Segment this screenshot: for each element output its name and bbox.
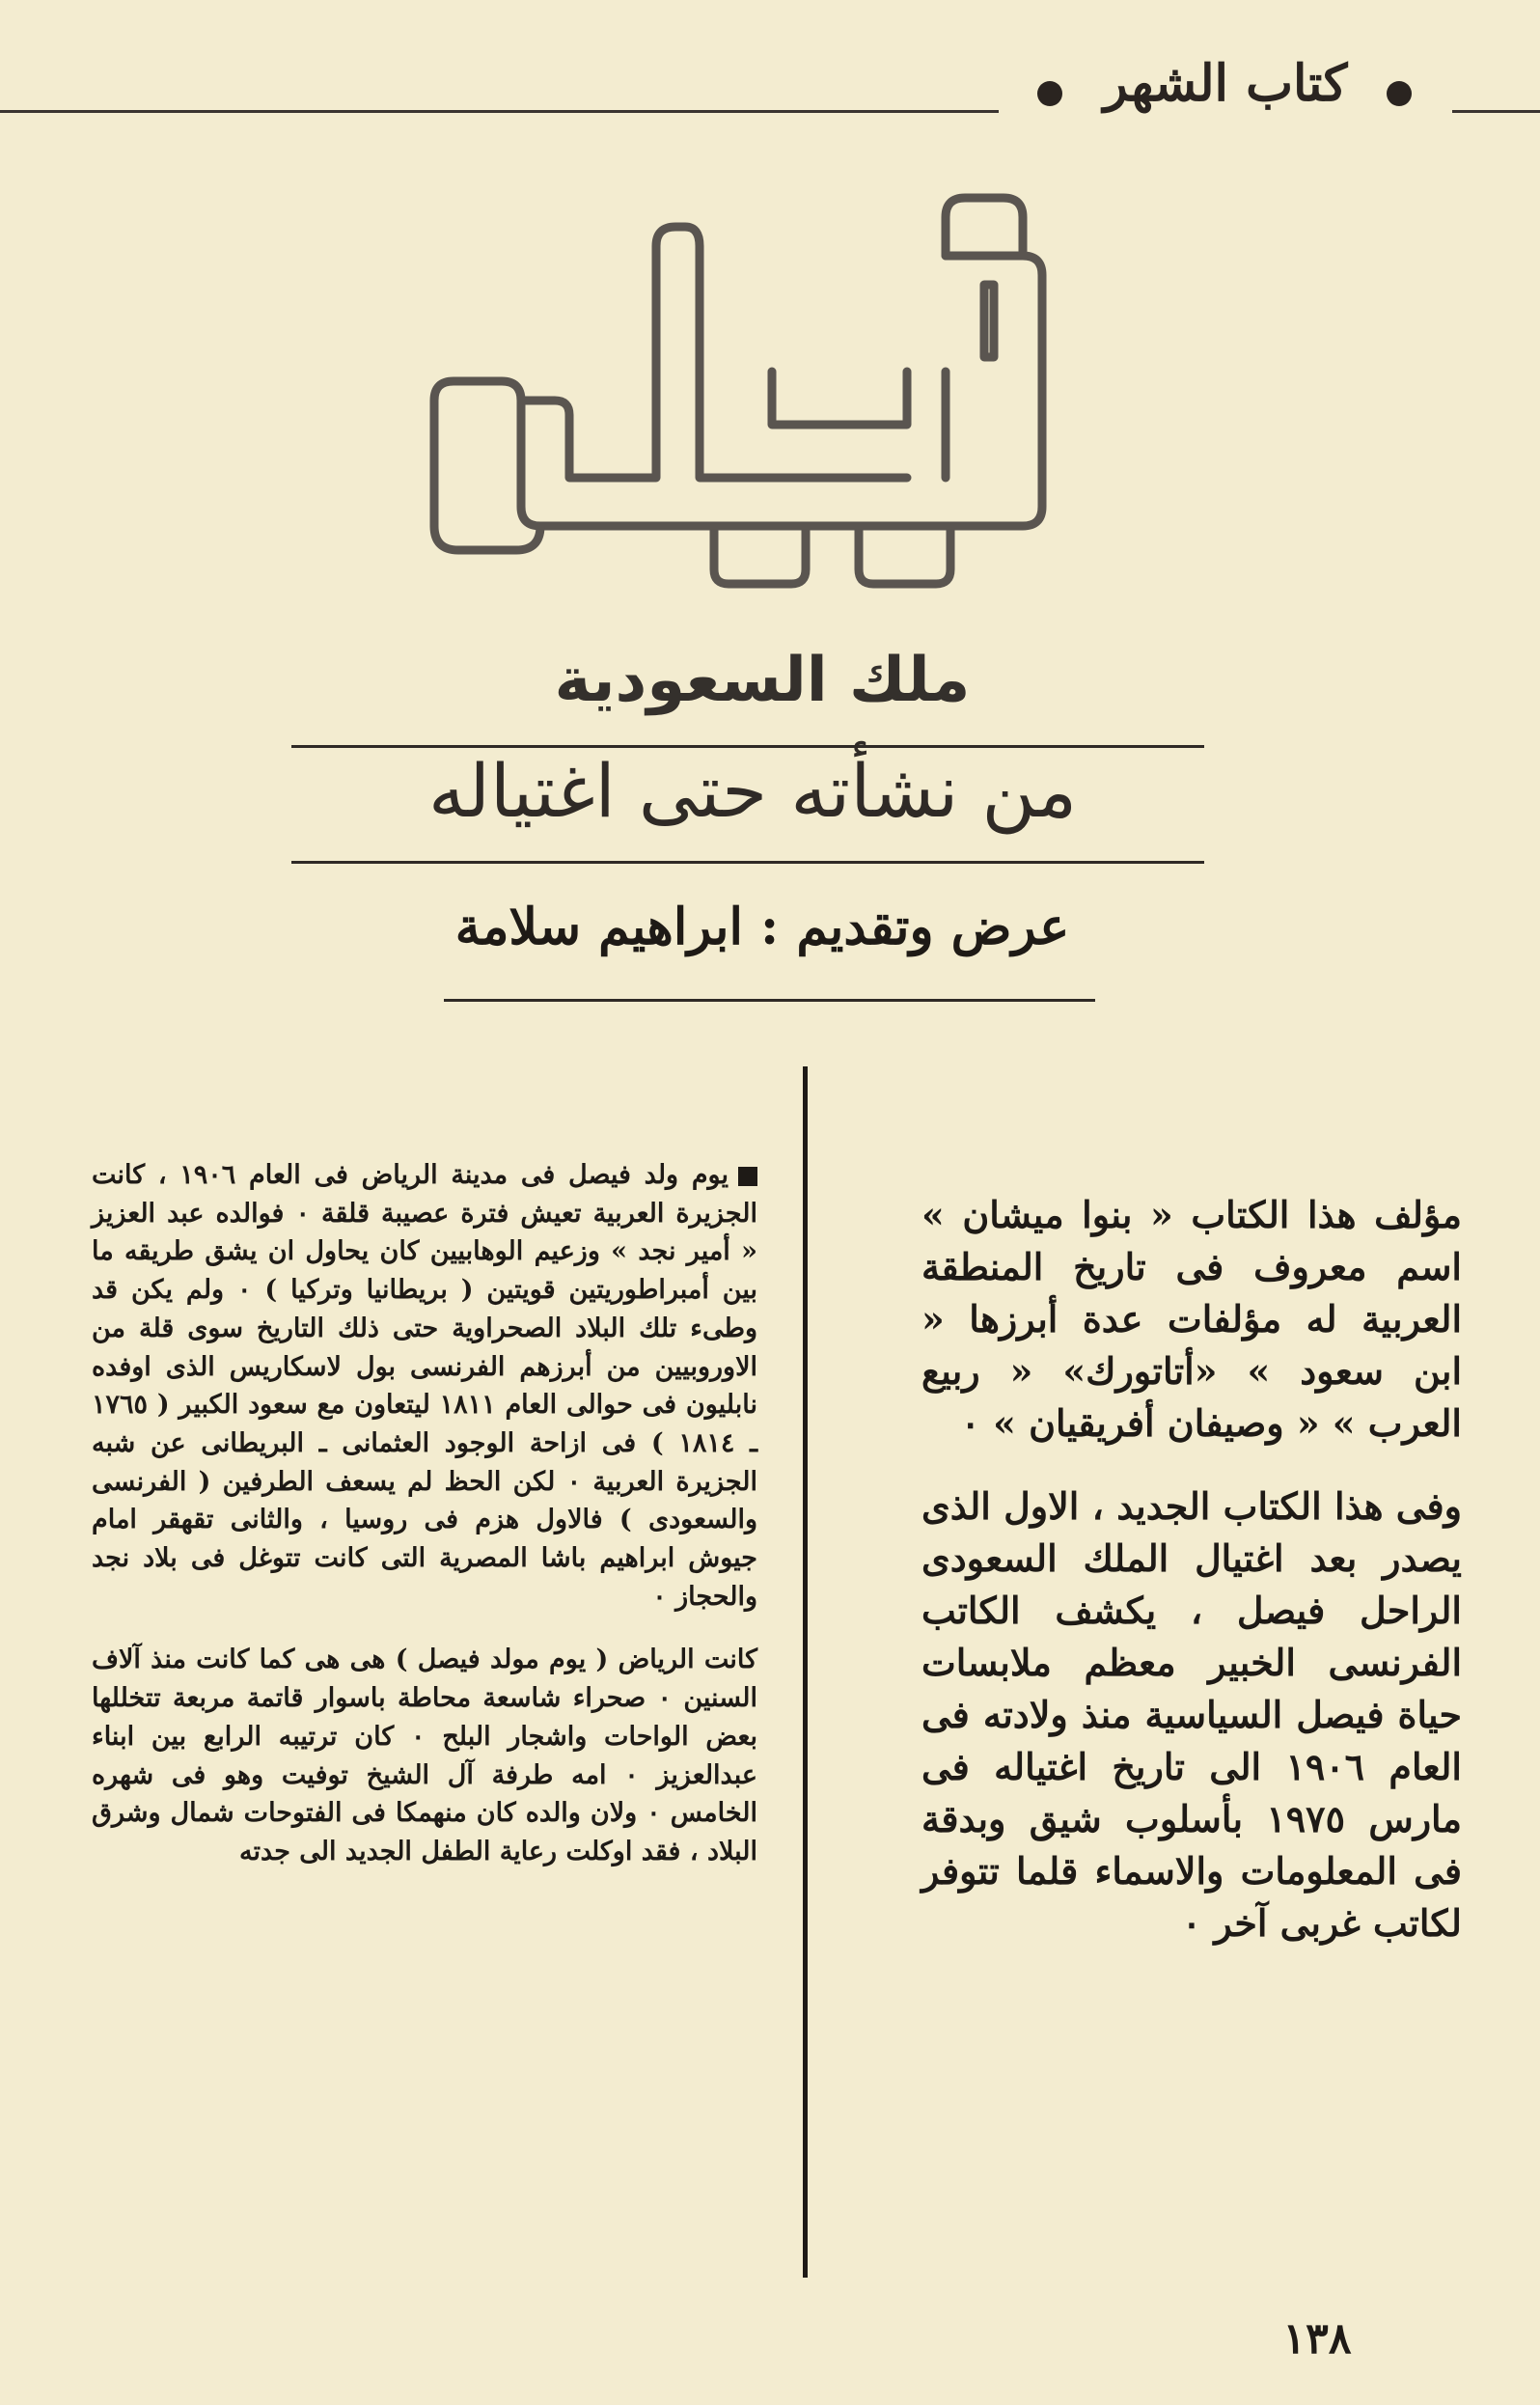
header-rule-left <box>0 110 999 113</box>
body-paragraph-1-wrap <box>92 1156 757 1616</box>
bullet-left <box>1037 81 1062 106</box>
body-column <box>92 1156 757 1896</box>
title-subtitle: ملك السعودية <box>554 645 971 716</box>
byline-rule <box>444 999 1095 1002</box>
title-logo <box>405 179 1100 608</box>
column-divider <box>803 1066 808 2278</box>
header-rule-right <box>1452 110 1540 113</box>
intro-column <box>921 1189 1462 1980</box>
title-rule-bottom <box>291 861 1204 864</box>
section-label: كتاب الشهر <box>1103 54 1348 113</box>
title-tagline: من نشأته حتى اغتياله <box>427 748 1078 834</box>
paragraph-marker-icon <box>738 1167 757 1186</box>
page-number: ١٣٨ <box>1282 2314 1352 2364</box>
body-paragraph-2: كانت الرياض ( يوم مولد فيصل ) هى هى كما كانت منذ آلاف السنين ٠ صحراء شاسعة محاطة باسوار قاتمة مربعة تتخللها بعض الواحات واشجار البلح ٠ كان ترتيبه الرابع بين ابناء عبدالعزيز ٠ امه طرفة آل الشيخ توفيت وهو فى شهره الخامس ٠ ولان والده كان منهمكا فى الفتوحات شمال وشرق البلاد ، فقد اوكلت رعاية الطفل الجديد الى جدته <box>92 1645 758 1866</box>
body-paragraph-1: يوم ولد فيصل فى مدينة الرياض فى العام ١٩٠٦ ، كانت الجزيرة العربية تعيش فترة عصيبة قلقة ٠ فوالده عبد العزيز « أمير نجد » وزعيم الوهابيين كان يحاول ان يشق طريقه ما بين أمبراطوريتين قويتين ( بريطانيا وتركيا ) ٠ ولم يكن قد وطىء تلك البلاد الصحراوية حتى ذلك التاريخ سوى قلة من الاوروبيين من أبرزهم الفرنسى بول لاسكاريس الذى اوفده نابليون فى حوالى العام ١٨١١ ليتعاون مع سعود الكبير ( ١٧٦٥ ـ ١٨١٤ ) فى ازاحة الوجود العثمانى ـ البريطانى عن شبه الجزيرة العربية ٠ لكن الحظ لم يسعف الطرفين ( الفرنسى والسعودى ) فالاول هزم فى روسيا ، والثانى تقهقر امام جيوش ابراهيم باشا المصرية التى كانت تتوغل فى بلاد نجد والحجاز ٠ <box>92 1160 758 1612</box>
byline: عرض وتقديم : ابراهيم سلامة <box>454 898 1070 956</box>
title-main <box>405 439 1100 440</box>
bullet-right <box>1387 81 1412 106</box>
intro-paragraph-2: وفى هذا الكتاب الجديد ، الاول الذى يصدر بعد اغتيال الملك السعودى الراحل فيصل ، يكشف الكاتب الفرنسى الخبير معظم ملابسات حياة فيصل السياسية منذ ولادته فى العام ١٩٠٦ الى تاريخ اغتياله فى مارس ١٩٧٥ بأسلوب شيق وبدقة فى المعلومات والاسماء قلما تتوفر لكاتب غربى آخر ٠ <box>921 1484 1462 1945</box>
intro-paragraph-1: مؤلف هذا الكتاب « بنوا ميشان » اسم معروف فى تاريخ المنطقة العربية له مؤلفات عدة أبرزها « ابن سعود » «أتاتورك» « ربيع العرب » « وصيفان أفريقيان » ٠ <box>921 1193 1462 1445</box>
